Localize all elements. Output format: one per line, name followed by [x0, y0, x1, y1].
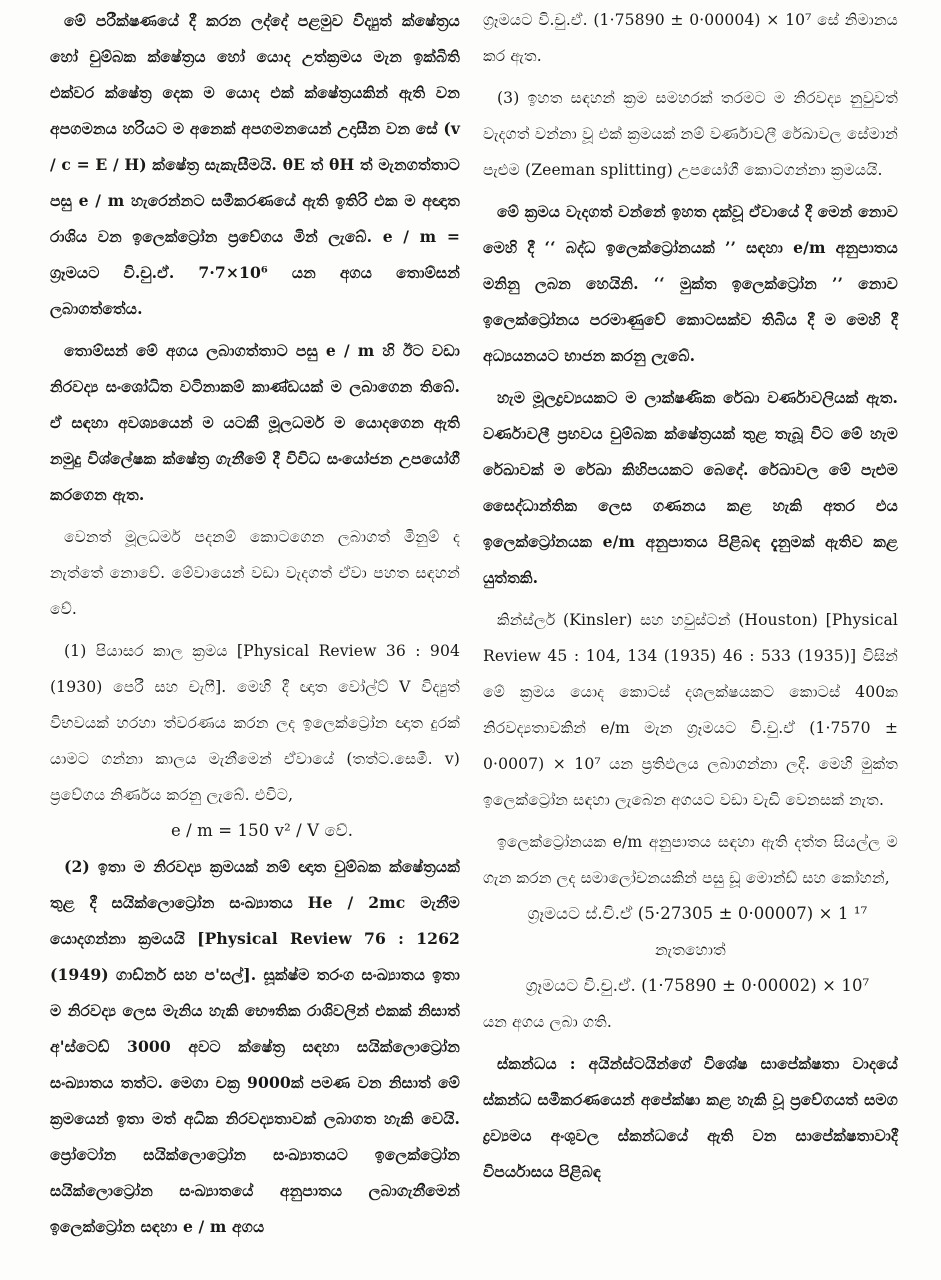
paragraph-kinsler-houston: කින්ස්ලර් (Kinsler) සහ හවුස්ටන් (Houston) [Physical Review 45 : 104, 134 (1935) 46 : 533 (1935)] විසින් මේ ක්‍රමය යොද කොටස් දශලක්ෂයකට කොටස් 400ක නිරවද්‍යතාවකින් e/m මැන ග්‍රෑමයට වි.චු.ඒ (1·7570 ± 0·0007) × 10⁷ යන ප්‍රතිඵලය ලබාගන්නා ලදි. මෙහි මුක්ත ඉලෙක්ට්‍රෝන සඳහා ලැබෙන අගයට වඩා වැඩි වෙනසක් නැත.	[483, 611, 898, 809]
paragraph-mass-section: ස්කන්ධය : අයින්ස්ටයින්ගේ විශේෂ සාපේක්ෂතා වාදයේ ස්කන්ධ සමීකරණයෙන් අපේක්ෂා කළ හැකි වූ ප්‍රවේගයත් සමග ද්‍රව්‍යමය අංශුවල ස්කන්ධයේ ඇති වන සාපේක්ෂතාවාදී විපර්යාසය පිළිබඳ	[483, 1054, 898, 1181]
paragraph-other-methods: වෙනත් මූලධර්ම පදනම් කොටගෙන ලබාගත් මිනුම් ද නැත්තේ නොවේ. මේවායෙන් වඩා වැදගත් ඒවා පහත සඳහන් වේ.	[50, 528, 460, 618]
equation-emu-value: ග්‍රෑමයට වි.චු.ඒ. (1·75890 ± 0·00002) × 10⁷	[525, 976, 870, 995]
paragraph-zeeman-method: (3) ඉහත සඳහන් ක්‍රම සමහරක් තරමට ම නිරවද්‍ය නුවුවත් වැදගත් වන්නා වූ එක් ක්‍රමයක් නම් වර්ණාවලී රේඛාවල සේමාන් පැළුම (Zeeman splitting) උපයෝගී කොටගන්නා ක්‍රමයයි.	[483, 89, 898, 179]
paragraph-time-of-flight: (1) පියාසර කාල ක්‍රමය [Physical Review 36 : 904 (1930) පෙරී සහ චැෆී]. මෙහි දී ඥාත වෝල්ට් V විද්‍යුත් විභවයක් හරහා ත්වරණය කරන ලද ඉලෙක්ට්‍රෝන ඥාත දුරක් යාමට ගන්නා කාලය මැනීමෙන් ඒවායේ (තත්ට.සෙමී. v) ප්‍රවේගය නිර්ණය කරනු ලැබේ. එවිට,	[50, 642, 460, 804]
paragraph-cyclotron-method: (2) ඉතා ම නිරවද්‍ය ක්‍රමයක් නම් ඥාත චුම්බක ක්ෂේත්‍රයක් තුළ දී සයික්ලොට්‍රෝන සංඛ්‍යාතය He / 2mc මැනීම යොදගන්නා ක්‍රමයයි [Physical Review 76 : 1262 (1949) ගාඩ්නර් සහ ප'සල්]. සූක්ෂ්ම තරංග සංඛ්‍යාතය ඉතා ම නිරවද්‍ය ලෙස මැනිය හැකි භෞතික රාශිවලින් එකක් නිසාත් අ'ස්ටෙඩ් 3000 අවට ක්ෂේත්‍ර සඳහා සයික්ලොට්‍රෝන සංඛ්‍යාතය තත්ට. මෙගා චක්‍ර 9000ක් පමණ වන නිසාත් මේ ක්‍රමයෙන් ඉතා මත් අධික නිරවද්‍යතාවක් ලබාගත හැකි වෙයි. ප්‍රෝටෝන සයික්ලොට්‍රෝන සංඛ්‍යාතයට ඉලෙක්ට්‍රෝන සයික්ලොට්‍රෝන සංඛ්‍යාතයේ අනුපාතය ලබාගැනීමෙන් ඉලෙක්ට්‍රෝන සඳහා e / m අගය	[50, 857, 460, 1236]
equation-esu-value: ග්‍රෑමයට ස්.චි.ඒ (5·27305 ± 0·00007) × 1 ¹⁷	[527, 904, 868, 923]
paragraph-bound-electron: මේ ක්‍රමය වැදගත් වන්නේ ඉහත දක්වූ ඒවායේ දී මෙන් නොව මෙහි දී ‘‘ බද්ධ ඉලෙක්ට්‍රෝනයක් ’’ සඳහා e/m අනුපාතය මනිනු ලබන හෙයිනි. ‘‘ මුක්ත ඉලෙක්ට්‍රෝන ’’ නොව ඉලෙක්ට්‍රෝනය පරමාණුවේ කොටසක්ව තිබිය දී ම මෙහි දී අධ්‍යයනයට භාජන කරනු ලැබේ.	[483, 202, 898, 365]
paragraph-dumond-cohen: ඉලෙක්ට්‍රෝනයක e/m අනුපාතය සඳහා ඇති දත්ත සියල්ල ම ගැන කරන ලද සමාලෝචනයකින් පසු ඩූ මොන්ඩ් සහ කෝහන්,	[483, 833, 898, 887]
paragraph-value-obtained: යන අගය ලබා ගති.	[483, 1013, 612, 1031]
equation-time-of-flight: e / m = 150 v² / V වේ.	[170, 821, 354, 840]
text-or: නැතහොත්	[655, 941, 726, 959]
left-column	[50, 3, 460, 1245]
paragraph-refined-values: තොම්සන් මේ අගය ලබාගත්තාට පසු e / m හි ඊට වඩා නිරවද්‍ය සංශෝධිත වටිනාකම් කාණ්ඩයක් ම ලබාගෙන තිබේ. ඒ සඳහා අවශ්‍යයෙන් ම යටකී මූලධර්ම ම යොදගෙන ඇති නමුදු විශ්ලේෂක ක්ෂේත්‍ර ගැනීමේ දී විවිධ සංයෝජන උපයෝගී කරගෙන ඇත.	[50, 341, 460, 504]
right-column	[483, 2, 898, 1190]
paragraph-thomson-method: මේ පරීක්ෂණයේ දී කරන ලද්දේ පළමුව විද්‍යුත් ක්ෂේත්‍රය හෝ චුම්බක ක්ෂේත්‍රය හෝ යොද උත්ක්‍රමය මැන ඉක්බිති එක්වර ක්ෂේත්‍ර දෙක ම යොද එක් ක්ෂේත්‍රයකින් ඇති වන අපගමනය හරියට ම අනෙක් අපගමනයෙන් උදාසීන වන සේ (v / c = E / H) ක්ෂේත්‍ර සැකැසීමයි. θE ත් θH ත් මැනගත්තාට පසු e / m හැරෙන්නට සමීකරණයේ ඇති ඉතිරි එක ම අඥාත රාශිය වන ඉලෙක්ට්‍රෝන ප්‍රවේගය මින් ලැබේ. e / m = ග්‍රෑමයට වි.චු.ඒ. 7·7×10⁶ යන අගය තොම්සන් ලබාගත්තේය.	[50, 11, 460, 318]
paragraph-cyclotron-result: ග්‍රෑමයට වි.චු.ඒ. (1·75890 ± 0·00004) × 10⁷ සේ නිමානය කර ඇත.	[483, 11, 898, 65]
paragraph-spectral-lines: හැම මූලද්‍රව්‍යයකට ම ලාක්ෂණික රේඛා වර්ණාවලියක් ඇත. වර්ණාවලී ප්‍රභවය චුම්බක ක්ෂේත්‍රයක් තුළ තැබූ විට මේ හැම රේඛාවක් ම රේඛා කිහිපයකට බෙදේ. රේඛාවල මේ පැළුම සෛද්ධාන්තික ලෙස ගණනය කළ හැකි අතර එය ඉලෙක්ට්‍රෝනයක e/m අනුපාතය පිළිබඳ දැනුමක් ඇතිව කළ යුත්තකි.	[483, 388, 898, 587]
